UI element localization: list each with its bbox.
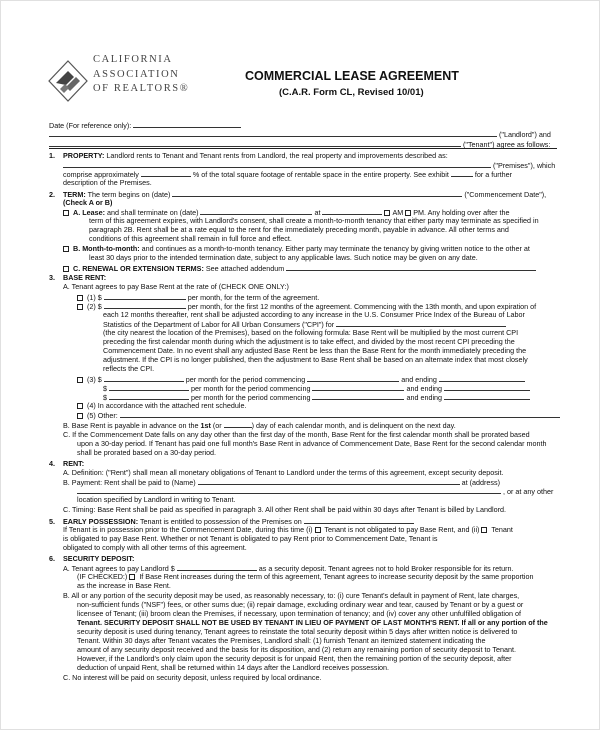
- text: at (address): [461, 478, 500, 487]
- logo-line: OF REALTORS®: [93, 83, 190, 94]
- tenant-field[interactable]: [49, 139, 461, 147]
- exhibit-field[interactable]: [451, 169, 473, 177]
- text: , or at any other: [503, 487, 554, 496]
- checkbox[interactable]: [481, 527, 487, 533]
- rent-amount-field[interactable]: [104, 292, 186, 300]
- term-start-field[interactable]: [172, 189, 462, 197]
- text: AM: [392, 208, 404, 217]
- option-heading: Month-to-month:: [82, 244, 140, 253]
- option-label: B.: [73, 244, 81, 253]
- checkbox[interactable]: [315, 527, 321, 533]
- section-2-line: [63, 263, 536, 273]
- section-heading: TERM:: [63, 190, 86, 199]
- section-heading: SECURITY DEPOSIT:: [63, 554, 135, 563]
- rent-amount-field[interactable]: [109, 392, 189, 400]
- text: and continues as a month-to-month tenancy. Either party may terminate the tenancy by giving written notice to the other at: [141, 244, 530, 253]
- text: licensee of Tenant; (iii) broom clean the Premises, if necessary, upon termination of tenancy; and (iv) cover any other unfulfilled obligation of: [77, 609, 521, 618]
- section-heading: PROPERTY:: [63, 151, 105, 160]
- text: reflects the CPI.: [103, 364, 155, 373]
- landlord-line: [49, 129, 551, 139]
- text: % of the total square footage of rentable space in the entire property. See exhibit: [192, 170, 449, 179]
- text: and ending: [401, 375, 437, 384]
- text: See attached addendum: [205, 264, 285, 273]
- text: Tenant. SECURITY DEPOSIT SHALL NOT BE USED BY TENANT IN LIEU OF PAYMENT OF LAST MONTH'S RENT. If all or any portion of the: [77, 618, 548, 627]
- car-logo: [47, 53, 197, 113]
- text: PM. Any holding over after the: [413, 208, 510, 217]
- text: (1) $: [87, 293, 102, 302]
- text: (the city nearest the location of the Premises), based on the following formula: Base Rent will be multiplied by the most current CPI: [103, 328, 519, 337]
- checkbox[interactable]: [63, 266, 69, 272]
- text: Tenant: [491, 525, 513, 534]
- text: $: [103, 384, 107, 393]
- section-3-line: [49, 273, 106, 282]
- payee-name-field[interactable]: [198, 477, 460, 485]
- text: Statistics of the Department of Labor for All Urban Consumers ("CPI") for: [103, 320, 335, 329]
- logo-wordmark: [93, 53, 189, 97]
- text: per month for the period commencing: [185, 375, 306, 384]
- car-logo-icon: [47, 59, 89, 103]
- text: per month, for the first 12 months of the agreement. Commencing with the 13th month, and upon expiration of: [187, 302, 537, 311]
- text: and ending: [406, 393, 443, 402]
- section-number: 6.: [49, 554, 55, 563]
- checkbox[interactable]: [63, 210, 69, 216]
- period-start-field[interactable]: [312, 392, 404, 400]
- text: A. Definition: ("Rent") shall mean all monetary obligations of Tenant to Landlord under the terms of this agreement, except security deposit.: [63, 468, 504, 477]
- time-field[interactable]: [322, 207, 382, 215]
- divider: [49, 148, 557, 149]
- due-day-field[interactable]: [224, 420, 252, 428]
- text: at: [314, 208, 321, 217]
- rent-amount-field[interactable]: [109, 383, 189, 391]
- text: non-sufficient funds ("NSF") fees, or other sums due; (ii) repair damage, excluding ordinary wear and tear, caused by Tenant or by a guest or: [77, 600, 524, 609]
- section-2-line: [49, 189, 546, 199]
- term-end-field[interactable]: [200, 207, 312, 215]
- text: B. Payment: Rent shall be paid to (Name): [63, 478, 196, 487]
- text: preceding the first calendar month during which the adjustment is to take effect, and divided by the most recent CPI preceding the: [103, 337, 515, 346]
- section-number: 2.: [49, 190, 55, 199]
- text: Commencement Date. In no event shall any adjusted Base Rent be less than the Base Rent for the month immediately preceding the: [103, 346, 527, 355]
- deposit-amount-field[interactable]: [177, 563, 257, 571]
- text: A. Tenant agrees to pay Base Rent at the rate of (CHECK ONE ONLY:): [63, 282, 289, 291]
- text: C. No interest will be paid on security deposit, unless required by local ordinance.: [63, 673, 322, 682]
- text: Tenant is not obligated to pay Base Rent, and (ii): [324, 525, 480, 534]
- period-end-field[interactable]: [439, 374, 525, 382]
- check-instruction: (Check A or B): [63, 198, 113, 207]
- date-label: Date (For reference only):: [49, 121, 132, 130]
- date-field[interactable]: [133, 120, 241, 128]
- document-subtitle: (C.A.R. Form CL, Revised 10/01): [279, 87, 424, 98]
- text: (or: [212, 421, 222, 430]
- text: obligated to comply with all other terms of this agreement.: [63, 543, 247, 552]
- possession-date-field[interactable]: [304, 516, 414, 524]
- text: ) day of each calendar month, and is delinquent on the next day.: [251, 421, 456, 430]
- checkbox[interactable]: [77, 403, 83, 409]
- text: as the increase in Base Rent.: [77, 581, 171, 590]
- text: upon a 30-day period. If Tenant has paid one full month's Base Rent in advance of Commencement Date, Base Rent for the second calendar month: [77, 439, 547, 448]
- section-1-line: [63, 178, 152, 187]
- premises-field[interactable]: [63, 160, 491, 168]
- checkbox[interactable]: [77, 304, 83, 310]
- checkbox[interactable]: [77, 377, 83, 383]
- text: ("Commencement Date"),: [464, 190, 547, 199]
- addendum-field[interactable]: [286, 263, 536, 271]
- text: (IF CHECKED:): [77, 572, 128, 581]
- text: amount of any security deposit received and the basis for its disposition, and (2) return any remaining portion of security deposit to Tenant.: [77, 645, 516, 654]
- document-title: COMMERCIAL LEASE AGREEMENT: [245, 69, 459, 83]
- text: A. Tenant agrees to pay Landlord $: [63, 564, 175, 573]
- period-start-field[interactable]: [307, 374, 399, 382]
- section-2-line: [63, 244, 530, 253]
- text: (4): [87, 401, 96, 410]
- section-number: 5.: [49, 517, 55, 526]
- landlord-label: ("Landlord") and: [499, 130, 551, 139]
- section-6-line: [49, 554, 134, 563]
- text: paragraph 2B. Rent shall be at a rate equal to the rent for the immediately preceding month, payable in advance. All other terms and: [89, 225, 509, 234]
- text: per month for the period commencing: [191, 393, 311, 402]
- section-5-line: [63, 525, 513, 534]
- text: and shall terminate on (date): [106, 208, 199, 217]
- rent-amount-field[interactable]: [104, 301, 186, 309]
- text: C. Timing: Base Rent shall be paid as specified in paragraph 3. All other Rent shall be paid within 30 days after Tenant is billed by Landlord.: [63, 505, 506, 514]
- text: (2) $: [87, 302, 102, 311]
- section-heading: BASE RENT:: [63, 273, 107, 282]
- text: conditions of this agreement shall remain in full force and effect.: [89, 234, 292, 243]
- text: ("Premises"), which: [493, 161, 556, 170]
- rent-option-5: [77, 410, 560, 420]
- text: for a further: [474, 170, 513, 179]
- section-heading: EARLY POSSESSION:: [63, 517, 139, 526]
- landlord-field[interactable]: [49, 129, 497, 137]
- text: Whether or not Tenant is obligated to pay Rent prior to Commencement Date, Tenant is: [160, 534, 438, 543]
- tenant-label: ("Tenant") agree as follows:: [463, 140, 551, 149]
- text: per month for the period commencing: [191, 384, 311, 393]
- text: location specified by Landlord in writing to Tenant.: [77, 495, 236, 504]
- logo-line: ASSOCIATION: [93, 68, 180, 80]
- option-label: A.: [73, 208, 81, 217]
- text: comprise approximately: [63, 170, 139, 179]
- period-end-field[interactable]: [444, 383, 530, 391]
- payee-address-field[interactable]: [77, 486, 501, 494]
- option-heading: RENEWAL OR EXTENSION TERMS:: [82, 264, 204, 273]
- text: adjustment. If the CPI is no longer published, then the adjustment to Base Rent shall be based on an alternate index that most closely: [103, 355, 528, 364]
- text: Other:: [97, 411, 118, 420]
- text: (5): [87, 411, 96, 420]
- period-start-field[interactable]: [312, 383, 404, 391]
- text: and ending: [406, 384, 443, 393]
- section-4-line: [49, 459, 84, 468]
- rent-option-4: [77, 401, 246, 410]
- checkbox[interactable]: [77, 413, 83, 419]
- text: (3) $: [87, 375, 102, 384]
- text: term of this agreement expires, with Landlord's consent, shall create a month-to-month tenancy that either party may terminate as specified in: [89, 216, 539, 225]
- section-5-line: [63, 534, 438, 543]
- text: Tenant. Within 30 days after Tenant vacates the Premises, Landlord shall: (1) furnish Tenant an itemized statement indicating the: [77, 636, 486, 645]
- text: $: [103, 393, 107, 402]
- text: shall be prorated based on a 30-day period.: [77, 448, 217, 457]
- section-number: 1.: [49, 151, 55, 160]
- text: Landlord rents to Tenant and Tenant rents from Landlord, the real property and improvements described as:: [106, 151, 448, 160]
- text: description of the Premises.: [63, 178, 152, 187]
- text: least 30 days prior to the intended termination date, subject to any applicable laws. Such notice may be given on any date.: [89, 253, 478, 262]
- section-heading: RENT:: [63, 459, 85, 468]
- text: B. Base Rent is payable in advance on the: [63, 421, 199, 430]
- text: However, if the Landlord's only claim upon the security deposit is for unpaid Rent, then the remaining portion of the security deposit, after: [77, 654, 512, 663]
- section-6-line: [77, 572, 534, 581]
- option-heading: Lease:: [82, 208, 105, 217]
- checkbox[interactable]: [63, 246, 69, 252]
- percent-field[interactable]: [141, 169, 191, 177]
- text: per month, for the term of the agreement.: [187, 293, 320, 302]
- section-3-line: [63, 420, 456, 430]
- other-field[interactable]: [120, 410, 560, 418]
- text: In accordance with the attached rent schedule.: [97, 401, 247, 410]
- text: C. If the Commencement Date falls on any day other than the first day of the month, Base Rent for the first calendar month shall be prorated based: [63, 430, 530, 439]
- section-1-line: [49, 151, 448, 160]
- text: The term begins on (date): [87, 190, 171, 199]
- text: each 12 months thereafter, rent shall be adjusted according to any increase in the U.S. Consumer Price Index of the Bureau of Labor: [103, 310, 525, 319]
- section-number: 3.: [49, 273, 55, 282]
- text: B. All or any portion of the security deposit may be used, as reasonably necessary, to: (i) cure Tenant's default in payment of Rent, late charges,: [63, 591, 520, 600]
- period-end-field[interactable]: [444, 392, 530, 400]
- text: If Base Rent increases during the term of this agreement, Tenant agrees to increase security deposit by the same proportion: [139, 572, 534, 581]
- option-label: C.: [73, 264, 81, 273]
- text: security deposit is used during tenancy, Tenant agrees to reinstate the total security deposit within 5 days after written notice is delivered to: [77, 627, 518, 636]
- rent-amount-field[interactable]: [104, 374, 184, 382]
- text: is obligated to pay Base Rent.: [63, 534, 159, 543]
- text: If Tenant is in possession prior to the Commencement Date, during this time (i): [63, 525, 313, 534]
- cpi-city-field[interactable]: [336, 319, 506, 327]
- text: Tenant is entitled to possession of the Premises on: [139, 517, 302, 526]
- text: 1st: [200, 421, 211, 430]
- text: as a security deposit. Tenant agrees not to hold Broker responsible for its return.: [258, 564, 514, 573]
- logo-line: CALIFORNIA: [93, 54, 173, 65]
- text: deduction of unpaid Rent, shall be returned within 14 days after the Landlord receives possession.: [77, 663, 390, 672]
- checkbox[interactable]: [129, 574, 135, 580]
- section-number: 4.: [49, 459, 55, 468]
